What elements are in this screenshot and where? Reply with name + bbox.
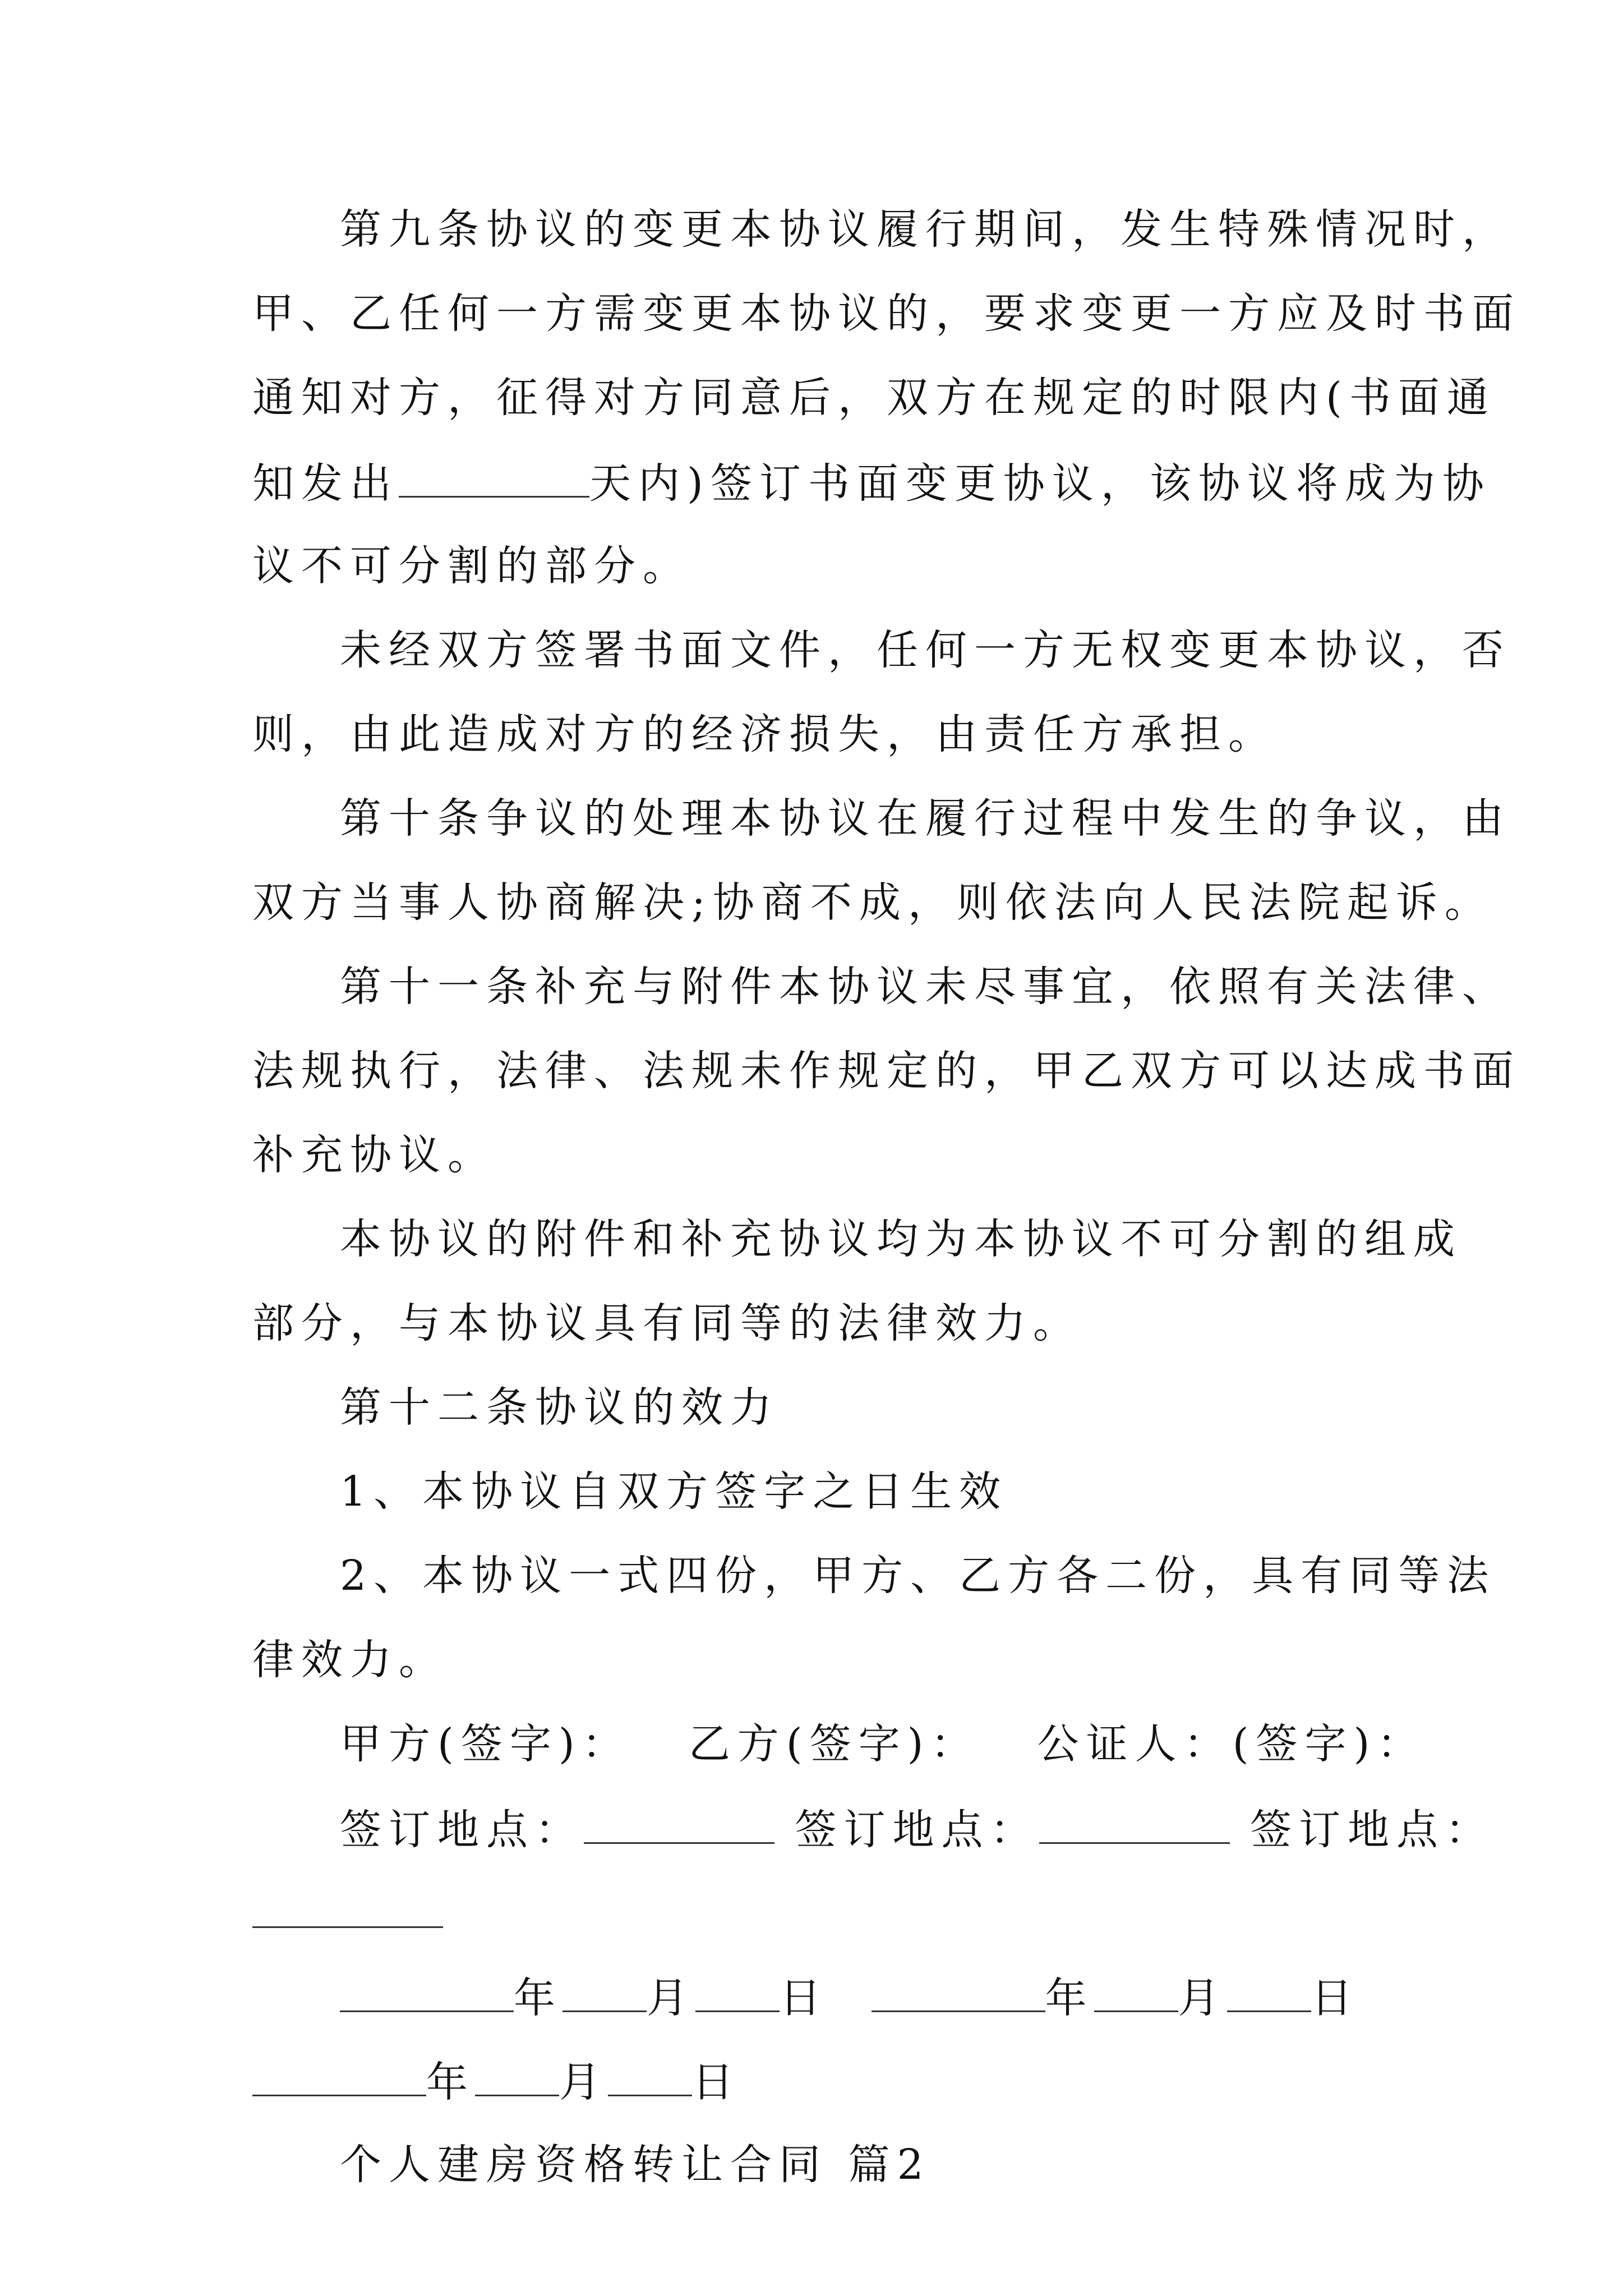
article-12-item-2-line-1: 2、本协议一式四份，甲方、乙方各二份，具有同等法 (340, 1552, 1496, 1600)
article-12-item-2-line-2: 律效力。 (252, 1636, 448, 1684)
notary-signature: 公证人：(签字)： (1037, 1720, 1426, 1768)
notary-year-blank (252, 2060, 426, 2096)
notary-place-line (252, 1892, 1430, 1935)
days-blank (399, 461, 589, 498)
party-b-month-blank (1094, 1976, 1178, 2012)
party-b-day-label: 日 (1311, 1974, 1360, 2022)
party-b-place-label: 签订地点： (795, 1806, 1039, 1854)
notary-year-label: 年 (426, 2058, 475, 2106)
party-a-year-blank (340, 1976, 514, 2012)
party-a-place-blank (584, 1807, 774, 1844)
article-9-line-3: 通知对方，征得对方同意后，双方在规定的时限内(书面通 (252, 374, 1496, 422)
party-b-month-label: 月 (1178, 1974, 1227, 2022)
article-9-line-5: 议不可分割的部分。 (252, 542, 691, 590)
article-12-item-1: 1、本协议自双方签字之日生效 (340, 1467, 1008, 1516)
party-a-month-blank (562, 1976, 647, 2012)
signature-line (340, 1720, 1518, 1768)
party-a-place-label: 签订地点： (340, 1806, 584, 1854)
notary-day-blank (608, 2060, 692, 2096)
party-b-year-blank (872, 1976, 1045, 2012)
paragraph-2-line-1: 未经双方签署书面文件，任何一方无权变更本协议，否 (340, 626, 1511, 674)
notary-place-label: 签订地点： (1250, 1806, 1495, 1854)
paragraph-5-line-2: 部分，与本协议具有同等的法律效力。 (252, 1299, 1082, 1347)
article-9-line-2: 甲、乙任何一方需变更本协议的，要求变更一方应及时书面 (252, 289, 1521, 338)
paragraph-2-line-2: 则，由此造成对方的经济损失，由责任方承担。 (252, 710, 1277, 758)
next-contract-title: 个人建房资格转让合同 篇2 (340, 2141, 931, 2189)
article-9-line-1: 第九条协议的变更本协议履行期间，发生特殊情况时， (340, 205, 1511, 254)
notary-month-blank (475, 2060, 559, 2096)
signing-place-line (340, 1806, 1518, 1854)
article-9-line-4-end: 天内)签订书面变更协议，该协议将成为协 (589, 459, 1491, 508)
party-a-day-label: 日 (780, 1974, 828, 2022)
party-a-day-blank (695, 1976, 780, 2012)
party-b-signature: 乙方(签字)： (688, 1720, 980, 1768)
article-12-heading: 第十二条协议的效力 (340, 1383, 779, 1432)
party-a-signature: 甲方(签字)： (340, 1720, 631, 1768)
notary-day-label: 日 (692, 2058, 741, 2106)
notary-month-label: 月 (559, 2058, 608, 2106)
party-a-month-label: 月 (647, 1974, 695, 2022)
party-b-year-label: 年 (1045, 1974, 1094, 2022)
party-a-year-label: 年 (514, 1974, 562, 2022)
article-10-line-1: 第十条争议的处理本协议在履行过程中发生的争议，由 (340, 794, 1511, 843)
article-11-line-1: 第十一条补充与附件本协议未尽事宜，依照有关法律、 (340, 963, 1511, 1011)
paragraph-5-line-1: 本协议的附件和补充协议均为本协议不可分割的组成 (340, 1215, 1462, 1263)
party-b-day-blank (1227, 1976, 1311, 2012)
article-9-line-4 (252, 459, 1491, 508)
date-line-2 (252, 2058, 1430, 2106)
article-10-line-2: 双方当事人协商解决;协商不成，则依法向人民法院起诉。 (252, 878, 1493, 927)
article-9-line-4-start: 知发出 (252, 459, 399, 508)
notary-place-blank (252, 1892, 443, 1928)
party-b-place-blank (1039, 1807, 1230, 1844)
article-11-line-3: 补充协议。 (252, 1131, 496, 1179)
article-11-line-2: 法规执行，法律、法规未作规定的，甲乙双方可以达成书面 (252, 1047, 1521, 1095)
date-line-1 (340, 1974, 1518, 2022)
